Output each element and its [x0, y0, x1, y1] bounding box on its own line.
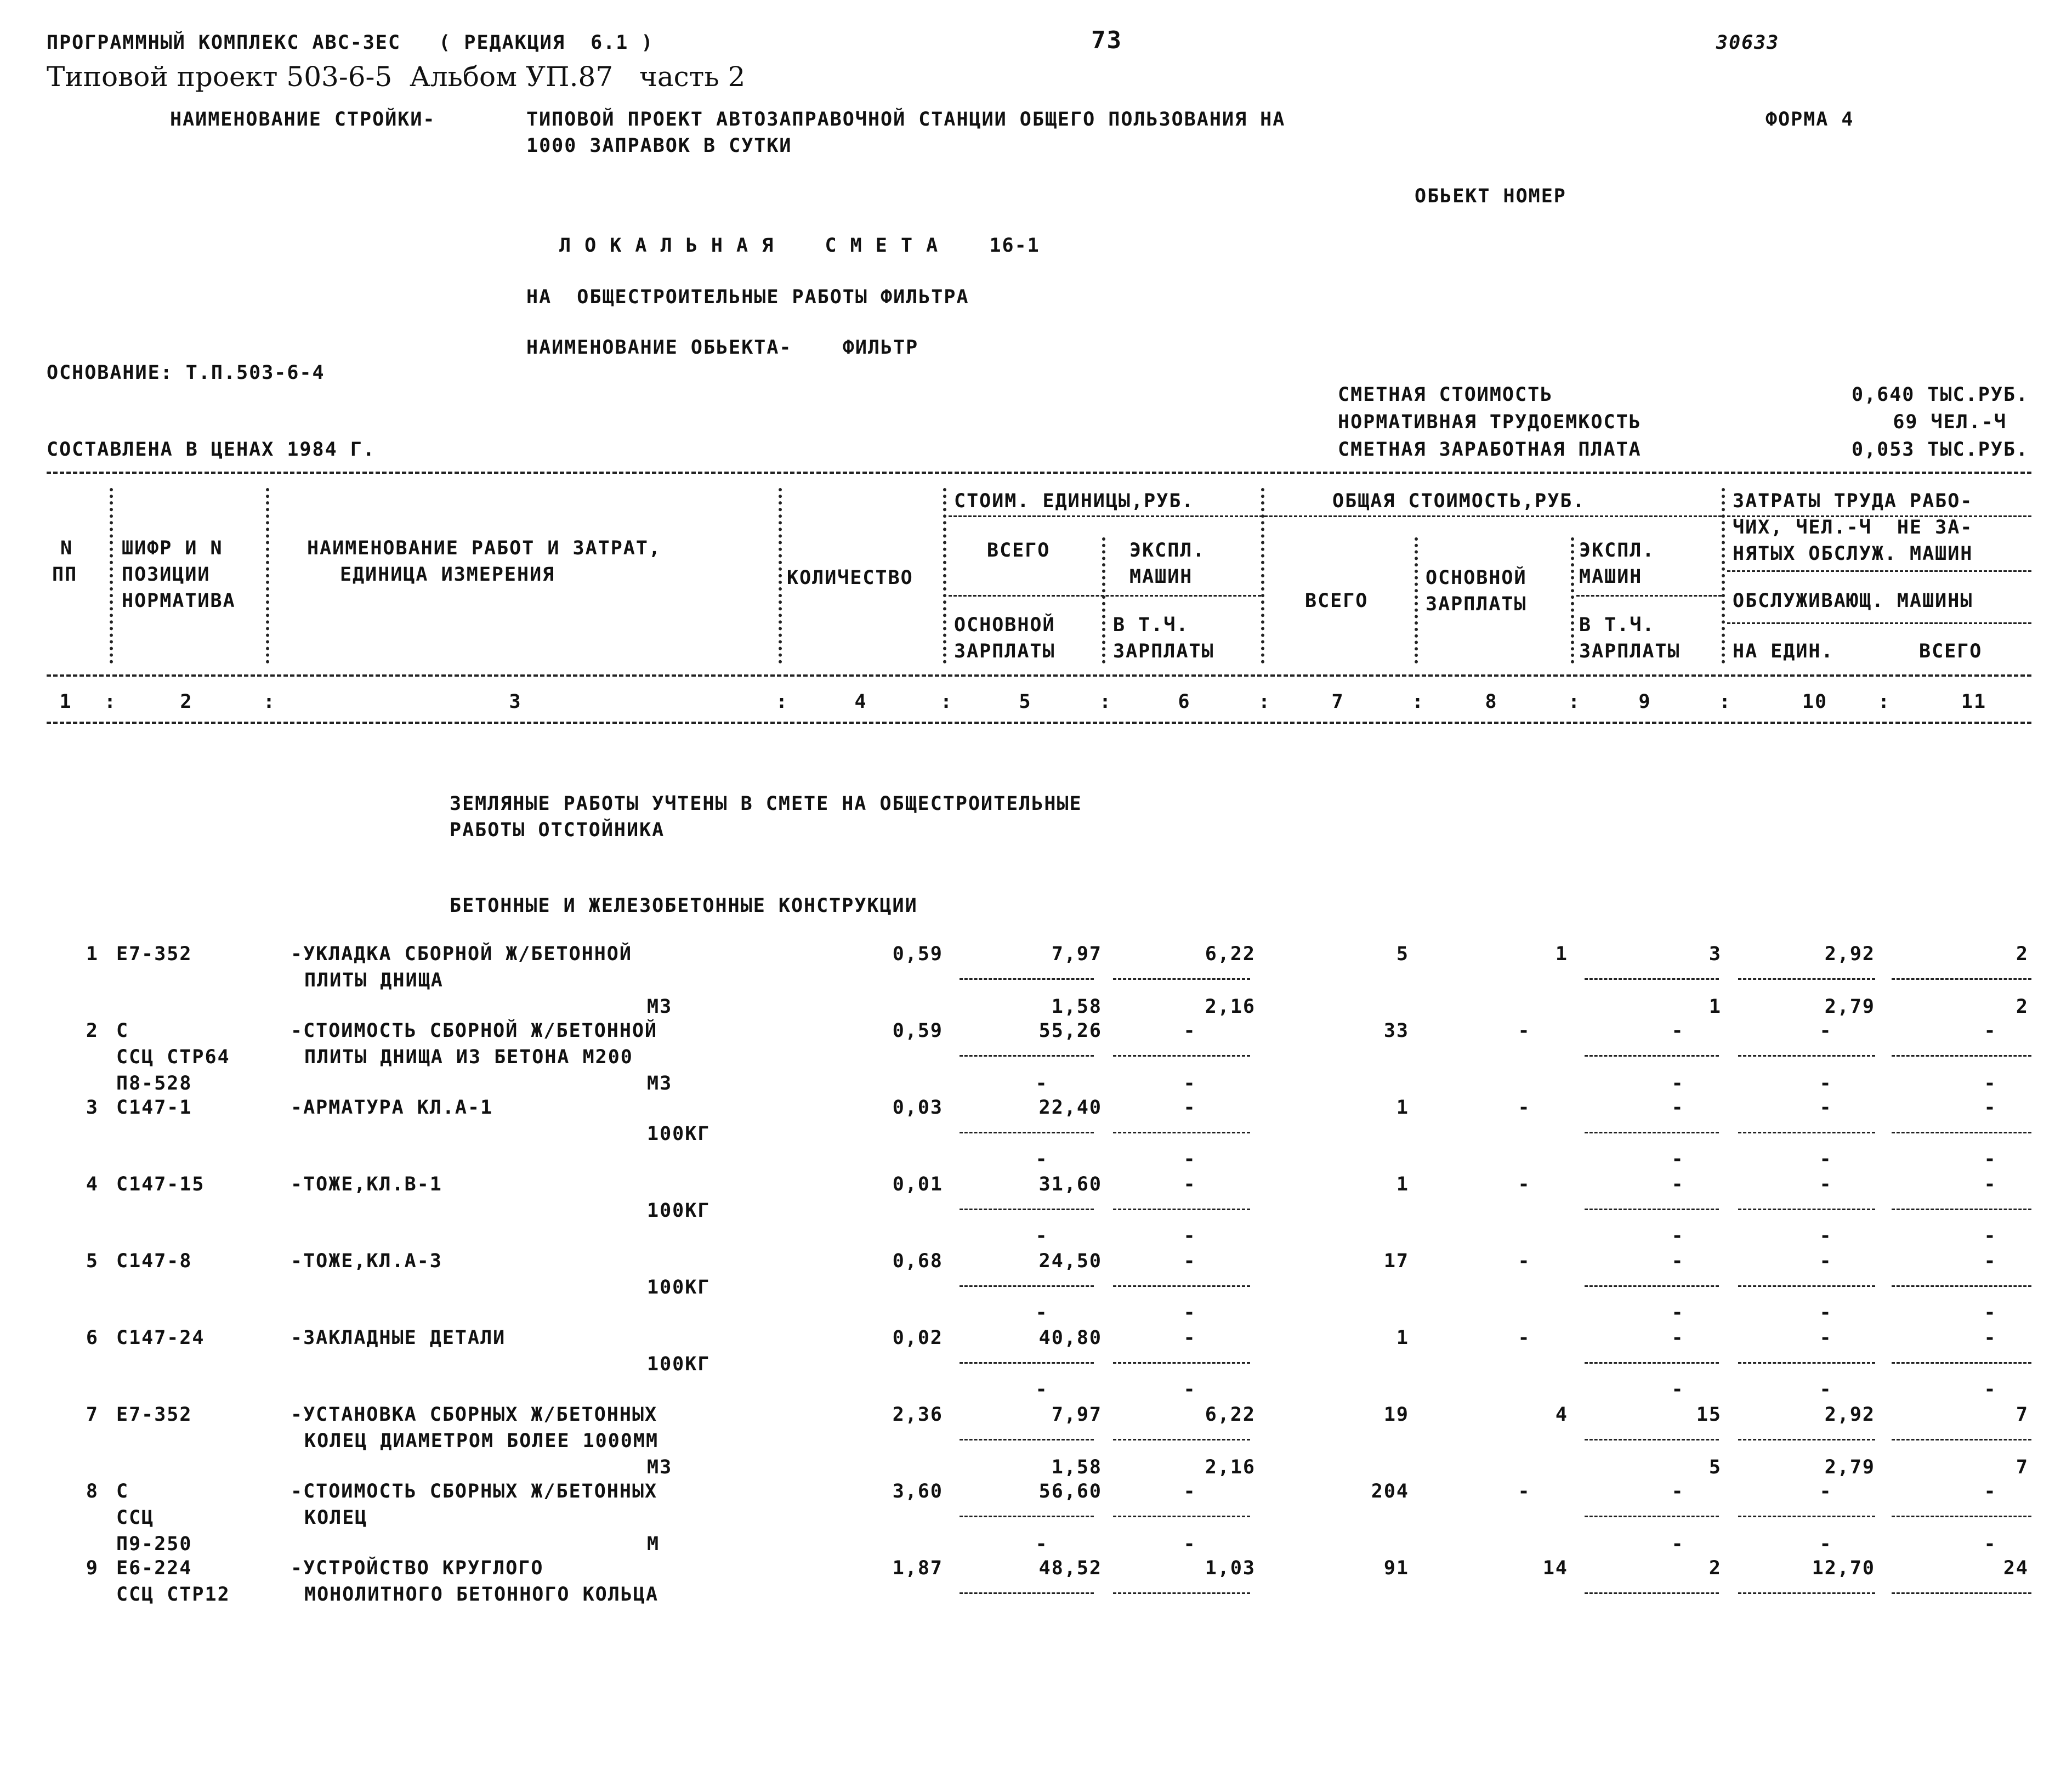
cell-rule	[1585, 1285, 1719, 1287]
row-c10: -	[1819, 1020, 1832, 1042]
cell-rule	[1738, 1055, 1875, 1057]
cell-rule	[1585, 1592, 1719, 1594]
row-c7: 19	[1383, 1404, 1409, 1426]
row-name: -УКЛАДКА СБОРНОЙ Ж/БЕТОННОЙ	[291, 943, 632, 965]
cell-rule	[1113, 1362, 1250, 1364]
row-c10: -	[1819, 1481, 1832, 1502]
object-number: ОБЬЕКТ НОМЕР	[1415, 185, 1566, 207]
col-sep: :	[940, 691, 953, 713]
cell-rule	[960, 1132, 1094, 1133]
row-c11-wage: -	[1984, 1302, 1997, 1324]
estimate-heading: Л О К А Л Ь Н А Я С М Е Т А 16-1	[559, 235, 1040, 257]
hdr-base-wage: ОСНОВНОЙ	[954, 614, 1055, 636]
col-number: 11	[1961, 691, 1987, 713]
row-unit: М	[647, 1533, 660, 1555]
row-code: С	[116, 1481, 129, 1502]
row-c11-wage: -	[1984, 1148, 1997, 1170]
row-c11-wage: 7	[2016, 1456, 2029, 1478]
row-number: 2	[86, 1020, 99, 1042]
header-sub-rule	[1576, 595, 1722, 597]
col-sep: :	[1568, 691, 1581, 713]
cell-rule	[960, 1439, 1094, 1440]
row-c9: 2	[1708, 1557, 1722, 1579]
row-c11: 24	[2003, 1557, 2029, 1579]
row-c10: -	[1819, 1097, 1832, 1119]
row-c11: -	[1984, 1097, 1997, 1119]
hdr-incl-wage: В Т.Ч.	[1113, 614, 1189, 636]
cell-rule	[1892, 1439, 2031, 1440]
row-c11-wage: 2	[2016, 996, 2029, 1018]
row-c8: -	[1518, 1481, 1531, 1502]
column-separator	[1261, 488, 1270, 663]
summary-label: НОРМАТИВНАЯ ТРУДОЕМКОСТЬ	[1338, 411, 1642, 433]
row-name: -ТОЖЕ,КЛ.А-3	[291, 1250, 442, 1272]
row-c10-wage: 2,79	[1824, 1456, 1875, 1478]
hdr-unit-cost: СТОИМ. ЕДИНИЦЫ,РУБ.	[954, 490, 1195, 512]
header-sub-rule	[949, 595, 1261, 597]
row-c10: -	[1819, 1173, 1832, 1195]
hdr-machines: ЭКСПЛ.	[1579, 540, 1655, 561]
row-unit: М3	[647, 996, 673, 1018]
column-separator	[1571, 537, 1580, 663]
row-c5-wage: -	[1035, 1379, 1048, 1400]
hdr-all2: ВСЕГО	[1919, 640, 1983, 662]
cell-rule	[1892, 1362, 2031, 1364]
hdr-labor: НЯТЫХ ОБСЛУЖ. МАШИН	[1733, 543, 1973, 565]
hdr-name: НАИМЕНОВАНИЕ РАБОТ И ЗАТРАТ,	[307, 537, 662, 559]
row-code: П8-528	[116, 1073, 192, 1094]
cell-rule	[1892, 1055, 2031, 1057]
row-c9-wage: 1	[1708, 996, 1722, 1018]
row-c11: -	[1984, 1020, 1997, 1042]
summary-value: 0,053 ТЫС.РУБ.	[1851, 439, 2029, 461]
row-c11: -	[1984, 1250, 1997, 1272]
row-qty: 0,68	[892, 1250, 943, 1272]
hdr-all: ВСЕГО	[987, 540, 1051, 561]
cell-rule	[1585, 1362, 1719, 1364]
row-c10: 2,92	[1824, 943, 1875, 965]
project-title: Типовой проект 503-6-5 Альбом УП.87 часть 2	[47, 61, 746, 93]
cell-rule	[1113, 1055, 1250, 1057]
row-c5-wage: -	[1035, 1148, 1048, 1170]
column-separator	[110, 488, 118, 663]
hdr-labor: ЗАТРАТЫ ТРУДА РАБО-	[1733, 490, 1973, 512]
cell-rule	[1113, 1439, 1250, 1440]
hdr-code: ШИФР И N	[122, 537, 223, 559]
row-c6-wage: -	[1183, 1379, 1196, 1400]
cell-rule	[1892, 1285, 2031, 1287]
row-code: С147-1	[116, 1097, 192, 1119]
row-c8: -	[1518, 1250, 1531, 1272]
row-code: П9-250	[116, 1533, 192, 1555]
row-c6-wage: 2,16	[1205, 1456, 1256, 1478]
row-c5: 7,97	[1051, 1404, 1102, 1426]
hdr-incl-wage: ЗАРПЛАТЫ	[1113, 640, 1214, 662]
row-c11: -	[1984, 1327, 1997, 1349]
row-c5-wage: -	[1035, 1225, 1048, 1247]
hdr-machines: ЭКСПЛ.	[1129, 540, 1206, 561]
row-c6: 6,22	[1205, 943, 1256, 965]
row-c9-wage: -	[1671, 1148, 1684, 1170]
row-c6-wage: -	[1183, 1225, 1196, 1247]
row-name: КОЛЕЦ	[304, 1507, 368, 1529]
column-number-rule	[47, 722, 2031, 724]
row-code: С147-8	[116, 1250, 192, 1272]
row-name: -СТОИМОСТЬ СБОРНЫХ Ж/БЕТОННЫХ	[291, 1481, 658, 1502]
row-name: ПЛИТЫ ДНИЩА ИЗ БЕТОНА М200	[304, 1046, 633, 1068]
column-separator	[266, 488, 275, 663]
archive-stamp: 30633	[1716, 32, 1780, 54]
cell-rule	[1892, 978, 2031, 980]
cell-rule	[960, 1209, 1094, 1210]
header-sub-rule	[949, 515, 1722, 517]
hdr-incl-wage: ЗАРПЛАТЫ	[1579, 640, 1681, 662]
row-number: 7	[86, 1404, 99, 1426]
row-c5-wage: 1,58	[1051, 1456, 1102, 1478]
row-c7: 1	[1396, 1173, 1409, 1195]
hdr-labor: ЧИХ, ЧЕЛ.-Ч НЕ ЗА-	[1733, 517, 1973, 538]
row-unit: 100КГ	[647, 1200, 711, 1222]
row-c6-wage: -	[1183, 1148, 1196, 1170]
header-bottom-rule	[47, 674, 2031, 677]
estimate-subtitle: НА ОБЩЕСТРОИТЕЛЬНЫЕ РАБОТЫ ФИЛЬТРА	[526, 286, 969, 308]
row-c8: -	[1518, 1173, 1531, 1195]
row-c9: -	[1671, 1327, 1684, 1349]
cell-rule	[1113, 1209, 1250, 1210]
row-name: -ЗАКЛАДНЫЕ ДЕТАЛИ	[291, 1327, 506, 1349]
row-code: С	[116, 1020, 129, 1042]
row-c5-wage: -	[1035, 1073, 1048, 1094]
row-c10: -	[1819, 1327, 1832, 1349]
row-name: ПЛИТЫ ДНИЩА	[304, 969, 444, 991]
cell-rule	[1585, 1516, 1719, 1517]
column-separator	[1415, 537, 1423, 663]
cell-rule	[1113, 1285, 1250, 1287]
cell-rule	[960, 1592, 1094, 1594]
row-code: С147-15	[116, 1173, 205, 1195]
column-separator	[1102, 537, 1111, 663]
cell-rule	[1585, 1055, 1719, 1057]
col-number: 1	[59, 691, 72, 713]
row-number: 5	[86, 1250, 99, 1272]
hdr-per-unit: НА ЕДИН.	[1733, 640, 1834, 662]
row-c9: -	[1671, 1250, 1684, 1272]
row-name: КОЛЕЦ ДИАМЕТРОМ БОЛЕЕ 1000ММ	[304, 1430, 659, 1452]
row-c11-wage: -	[1984, 1225, 1997, 1247]
hdr-incl-wage: В Т.Ч.	[1579, 614, 1655, 636]
row-c9-wage: -	[1671, 1302, 1684, 1324]
price-level: СОСТАВЛЕНА В ЦЕНАХ 1984 Г.	[47, 439, 376, 461]
hdr-code: ПОЗИЦИИ	[122, 564, 211, 586]
row-c5: 22,40	[1038, 1097, 1102, 1119]
hdr-base-wage: ЗАРПЛАТЫ	[954, 640, 1055, 662]
row-c6: 1,03	[1205, 1557, 1256, 1579]
col-sep: :	[104, 691, 117, 713]
row-c10-wage: -	[1819, 1302, 1832, 1324]
row-number: 4	[86, 1173, 99, 1195]
summary-label: СМЕТНАЯ ЗАРАБОТНАЯ ПЛАТА	[1338, 439, 1642, 461]
row-c10: 2,92	[1824, 1404, 1875, 1426]
basis: ОСНОВАНИЕ: Т.П.503-6-4	[47, 362, 325, 384]
row-number: 1	[86, 943, 99, 965]
row-unit: М3	[647, 1073, 673, 1094]
row-code: ССЦ	[116, 1507, 155, 1529]
hdr-pp: ПП	[52, 564, 78, 586]
row-c5: 7,97	[1051, 943, 1102, 965]
row-qty: 3,60	[892, 1481, 943, 1502]
row-unit: М3	[647, 1456, 673, 1478]
cell-rule	[960, 1516, 1094, 1517]
row-c5: 31,60	[1038, 1173, 1102, 1195]
building-label: НАИМЕНОВАНИЕ СТРОЙКИ-	[170, 109, 436, 131]
row-unit: 100КГ	[647, 1277, 711, 1298]
row-c6-wage: -	[1183, 1302, 1196, 1324]
col-sep: :	[1719, 691, 1732, 713]
cell-rule	[960, 1285, 1094, 1287]
row-c5: 48,52	[1038, 1557, 1102, 1579]
cell-rule	[1113, 1516, 1250, 1517]
row-code: Е6-224	[116, 1557, 192, 1579]
row-c9-wage: -	[1671, 1073, 1684, 1094]
row-qty: 1,87	[892, 1557, 943, 1579]
row-name: -ТОЖЕ,КЛ.В-1	[291, 1173, 442, 1195]
section-title: БЕТОННЫЕ И ЖЕЛЕЗОБЕТОННЫЕ КОНСТРУКЦИИ	[450, 895, 918, 917]
row-c11-wage: -	[1984, 1073, 1997, 1094]
row-qty: 0,59	[892, 943, 943, 965]
row-c8: 1	[1555, 943, 1568, 965]
col-number: 5	[1019, 691, 1032, 713]
row-number: 9	[86, 1557, 99, 1579]
row-c11: -	[1984, 1173, 1997, 1195]
row-c9: -	[1671, 1481, 1684, 1502]
col-sep: :	[1258, 691, 1271, 713]
row-c8: 14	[1542, 1557, 1568, 1579]
row-c6: -	[1183, 1097, 1196, 1119]
cell-rule	[1113, 978, 1250, 980]
header-sub-rule	[1727, 570, 2031, 572]
row-qty: 0,02	[892, 1327, 943, 1349]
column-separator	[1722, 488, 1730, 663]
row-c6: -	[1183, 1250, 1196, 1272]
hdr-code: НОРМАТИВА	[122, 590, 236, 612]
cell-rule	[1585, 978, 1719, 980]
summary-value: 0,640 ТЫС.РУБ.	[1851, 384, 2029, 406]
cell-rule	[1892, 1516, 2031, 1517]
row-c6: -	[1183, 1481, 1196, 1502]
col-number: 10	[1802, 691, 1828, 713]
hdr-base-wage: ЗАРПЛАТЫ	[1426, 593, 1527, 615]
col-sep: :	[1878, 691, 1891, 713]
hdr-name: ЕДИНИЦА ИЗМЕРЕНИЯ	[340, 564, 555, 586]
row-qty: 0,03	[892, 1097, 943, 1119]
row-c10-wage: -	[1819, 1533, 1832, 1555]
header-sub-rule	[1727, 622, 2031, 624]
row-c5: 55,26	[1038, 1020, 1102, 1042]
hdr-machines: МАШИН	[1579, 566, 1643, 588]
building-name-line1: ТИПОВОЙ ПРОЕКТ АВТОЗАПРАВОЧНОЙ СТАНЦИИ ОБЩЕГО ПОЛЬЗОВАНИЯ НА	[526, 109, 1286, 131]
row-c6: -	[1183, 1020, 1196, 1042]
object-name: НАИМЕНОВАНИЕ ОБЬЕКТА- ФИЛЬТР	[526, 337, 919, 359]
cell-rule	[1738, 1439, 1875, 1440]
cell-rule	[1738, 1209, 1875, 1210]
row-code: Е7-352	[116, 1404, 192, 1426]
row-name: -СТОИМОСТЬ СБОРНОЙ Ж/БЕТОННОЙ	[291, 1020, 658, 1042]
row-c10: -	[1819, 1250, 1832, 1272]
row-c5: 56,60	[1038, 1481, 1102, 1502]
col-sep: :	[263, 691, 276, 713]
col-number: 2	[180, 691, 193, 713]
col-number: 4	[854, 691, 867, 713]
row-unit: 100КГ	[647, 1353, 711, 1375]
row-c5-wage: -	[1035, 1533, 1048, 1555]
building-name-line2: 1000 ЗАПРАВОК В СУТКИ	[526, 135, 792, 157]
row-c10-wage: -	[1819, 1225, 1832, 1247]
row-c11: -	[1984, 1481, 1997, 1502]
cell-rule	[1113, 1592, 1250, 1594]
row-c7: 91	[1383, 1557, 1409, 1579]
col-sep: :	[776, 691, 789, 713]
col-sep: :	[1099, 691, 1112, 713]
row-c7: 17	[1383, 1250, 1409, 1272]
row-c6-wage: -	[1183, 1073, 1196, 1094]
hdr-base-wage: ОСНОВНОЙ	[1426, 567, 1527, 589]
cell-rule	[1113, 1132, 1250, 1133]
row-c9-wage: 5	[1708, 1456, 1722, 1478]
row-c10-wage: -	[1819, 1379, 1832, 1400]
hdr-total-cost: ОБЩАЯ СТОИМОСТЬ,РУБ.	[1332, 490, 1586, 512]
hdr-machines: МАШИН	[1129, 566, 1193, 588]
row-name: МОНОЛИТНОГО БЕТОННОГО КОЛЬЦА	[304, 1584, 659, 1606]
note-line: РАБОТЫ ОТСТОЙНИКА	[450, 819, 665, 841]
row-c6-wage: 2,16	[1205, 996, 1256, 1018]
cell-rule	[1585, 1132, 1719, 1133]
row-code: Е7-352	[116, 943, 192, 965]
row-c7: 5	[1396, 943, 1409, 965]
row-c7: 204	[1371, 1481, 1409, 1502]
row-c8: -	[1518, 1097, 1531, 1119]
row-unit: 100КГ	[647, 1123, 711, 1145]
summary-value: 69 ЧЕЛ.-Ч	[1893, 411, 2007, 433]
cell-rule	[1738, 1516, 1875, 1517]
row-c8: -	[1518, 1327, 1531, 1349]
row-c9: -	[1671, 1097, 1684, 1119]
program-info: ПРОГРАММНЫЙ КОМПЛЕКС АВС-ЗЕС ( РЕДАКЦИЯ 6.1 )	[47, 32, 654, 54]
hdr-total-all: ВСЕГО	[1305, 590, 1369, 612]
row-number: 6	[86, 1327, 99, 1349]
row-c9: -	[1671, 1020, 1684, 1042]
row-c7: 33	[1383, 1020, 1409, 1042]
row-c9-wage: -	[1671, 1379, 1684, 1400]
row-c10-wage: 2,79	[1824, 996, 1875, 1018]
row-c8: -	[1518, 1020, 1531, 1042]
col-number: 8	[1485, 691, 1498, 713]
row-number: 8	[86, 1481, 99, 1502]
row-c5-wage: -	[1035, 1302, 1048, 1324]
row-c6-wage: -	[1183, 1533, 1196, 1555]
summary-label: СМЕТНАЯ СТОИМОСТЬ	[1338, 384, 1553, 406]
note-line: ЗЕМЛЯНЫЕ РАБОТЫ УЧТЕНЫ В СМЕТЕ НА ОБЩЕСТРОИТЕЛЬНЫЕ	[450, 793, 1082, 815]
row-c10-wage: -	[1819, 1148, 1832, 1170]
col-sep: :	[1412, 691, 1425, 713]
row-number: 3	[86, 1097, 99, 1119]
hdr-serving: ОБСЛУЖИВАЮЩ. МАШИНЫ	[1733, 590, 1973, 612]
row-c9: 3	[1708, 943, 1722, 965]
cell-rule	[960, 1362, 1094, 1364]
row-c7: 1	[1396, 1327, 1409, 1349]
row-c11-wage: -	[1984, 1533, 1997, 1555]
cell-rule	[1892, 1209, 2031, 1210]
row-code: С147-24	[116, 1327, 205, 1349]
row-c11: 7	[2016, 1404, 2029, 1426]
col-number: 9	[1638, 691, 1651, 713]
row-c6: -	[1183, 1327, 1196, 1349]
cell-rule	[1892, 1592, 2031, 1594]
row-c5-wage: 1,58	[1051, 996, 1102, 1018]
form-number: ФОРМА 4	[1766, 109, 1854, 131]
row-c11: 2	[2016, 943, 2029, 965]
cell-rule	[1738, 978, 1875, 980]
row-qty: 0,01	[892, 1173, 943, 1195]
col-number: 6	[1178, 691, 1191, 713]
cell-rule	[1738, 1132, 1875, 1133]
cell-rule	[1738, 1592, 1875, 1594]
cell-rule	[1585, 1439, 1719, 1440]
row-c9: -	[1671, 1173, 1684, 1195]
cell-rule	[960, 978, 1094, 980]
cell-rule	[1585, 1209, 1719, 1210]
cell-rule	[1892, 1132, 2031, 1133]
col-number: 7	[1331, 691, 1344, 713]
page-number: 73	[1091, 26, 1122, 54]
row-qty: 2,36	[892, 1404, 943, 1426]
row-c8: 4	[1555, 1404, 1568, 1426]
row-code: ССЦ СТР12	[116, 1584, 230, 1606]
row-c11-wage: -	[1984, 1379, 1997, 1400]
header-top-rule	[47, 472, 2031, 474]
row-c10-wage: -	[1819, 1073, 1832, 1094]
row-name: -УСТРОЙСТВО КРУГЛОГО	[291, 1557, 544, 1579]
cell-rule	[960, 1055, 1094, 1057]
row-c9: 15	[1696, 1404, 1722, 1426]
row-code: ССЦ СТР64	[116, 1046, 230, 1068]
cell-rule	[1738, 1362, 1875, 1364]
row-name: -УСТАНОВКА СБОРНЫХ Ж/БЕТОННЫХ	[291, 1404, 658, 1426]
row-c9-wage: -	[1671, 1533, 1684, 1555]
row-name: -АРМАТУРА КЛ.А-1	[291, 1097, 493, 1119]
row-c5: 40,80	[1038, 1327, 1102, 1349]
hdr-n: N	[60, 537, 73, 559]
column-separator	[943, 488, 952, 663]
row-c9-wage: -	[1671, 1225, 1684, 1247]
row-c5: 24,50	[1038, 1250, 1102, 1272]
row-c10: 12,70	[1812, 1557, 1875, 1579]
row-c6: -	[1183, 1173, 1196, 1195]
cell-rule	[1738, 1285, 1875, 1287]
column-separator	[779, 488, 787, 663]
row-c7: 1	[1396, 1097, 1409, 1119]
row-c6: 6,22	[1205, 1404, 1256, 1426]
hdr-qty: КОЛИЧЕСТВО	[787, 567, 913, 589]
col-number: 3	[509, 691, 522, 713]
row-qty: 0,59	[892, 1020, 943, 1042]
